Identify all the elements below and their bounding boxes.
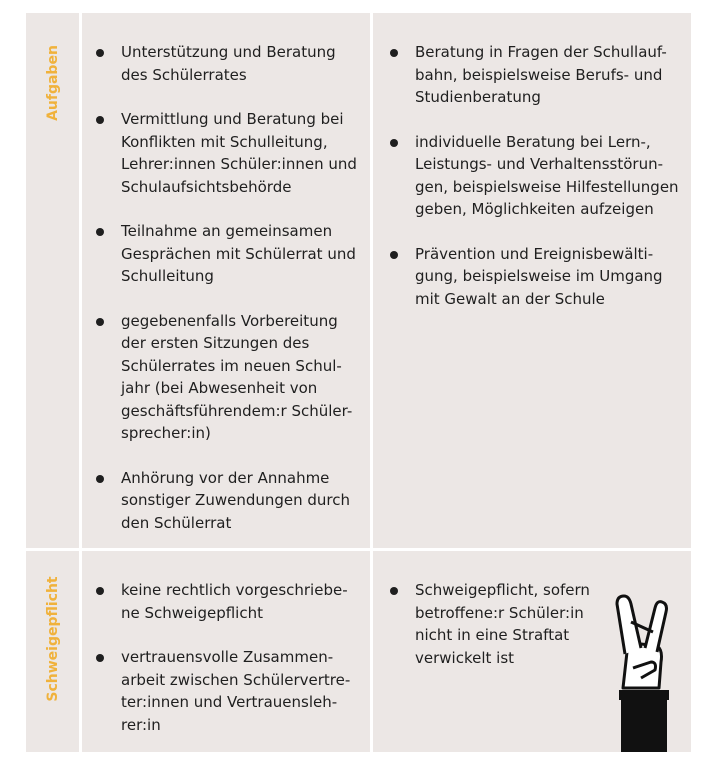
list-item-line: Leistungs- und Verhaltensstörun- — [415, 155, 664, 173]
list-item-line: vertrauensvolle Zusammen- — [121, 648, 334, 666]
list-item — [390, 41, 685, 109]
list-item — [390, 131, 685, 221]
aufgaben-left-list — [96, 41, 364, 556]
list-item-line: Teilnahme an gemeinsamen — [121, 222, 333, 240]
bullet-icon — [390, 251, 398, 259]
list-item-line: Beratung in Fragen der Schullauf- — [415, 43, 667, 61]
aufgaben-right-list — [390, 41, 685, 332]
bullet-icon — [96, 228, 104, 236]
list-item-line: Schweigepflicht, sofern — [415, 581, 590, 599]
list-item-line: individuelle Beratung bei Lern-, — [415, 132, 651, 151]
bullet-icon — [96, 587, 104, 595]
list-item-line: Vermittlung und Beratung bei — [121, 110, 344, 128]
schweigepflicht-left-list — [96, 579, 364, 758]
list-item-line: Anhörung vor der Annahme — [121, 468, 330, 487]
list-item-line: mit Gewalt an der Schule — [415, 289, 605, 308]
bullet-icon — [96, 318, 104, 326]
aufgaben-left-cell — [82, 13, 370, 548]
list-item-line: betroffene:r Schüler:in — [415, 603, 584, 622]
list-item — [96, 41, 364, 86]
list-item — [96, 220, 364, 288]
list-item-line: rer:in — [121, 715, 161, 734]
list-item-line: arbeit zwischen Schülervertre- — [121, 670, 351, 689]
list-item-line: den Schülerrat — [121, 513, 232, 532]
row-label-aufgaben: Aufgaben — [44, 45, 61, 121]
bullet-icon — [390, 139, 398, 147]
list-item — [96, 646, 364, 736]
crossed-fingers-icon — [611, 592, 673, 752]
bullet-icon — [96, 654, 104, 662]
aufgaben-right-cell — [373, 13, 691, 548]
list-item-line: der ersten Sitzungen des — [121, 334, 310, 352]
list-item-line: geben, Möglichkeiten aufzeigen — [415, 200, 654, 218]
bullet-icon — [96, 475, 104, 483]
list-item-line: Schulaufsichtsbehörde — [121, 177, 292, 196]
list-item-line: des Schülerrates — [121, 65, 247, 84]
list-item-line: Studienberatung — [415, 88, 541, 106]
list-item-line: Lehrer:innen Schüler:innen und — [121, 155, 357, 173]
list-item-line: geschäftsführendem:r Schüler- — [121, 401, 353, 420]
list-item-line: Gesprächen mit Schülerrat und — [121, 244, 356, 263]
info-table — [26, 13, 692, 752]
list-item-line: ne Schweigepflicht — [121, 603, 263, 622]
list-item — [96, 310, 364, 445]
list-item — [390, 243, 685, 311]
list-item-line: jahr (bei Abwesenheit von — [121, 379, 318, 397]
list-item-line: bahn, beispielsweise Berufs- und — [415, 65, 663, 84]
bullet-icon — [96, 116, 104, 124]
list-item-line: Prävention und Ereignisbewälti- — [415, 244, 654, 263]
list-item-line: gegebenenfalls Vorbereitung — [121, 311, 338, 330]
list-item-line: verwickelt ist — [415, 648, 515, 667]
bullet-icon — [390, 587, 398, 595]
schweigepflicht-right-cell — [373, 551, 691, 752]
list-item — [96, 467, 364, 535]
list-item-line: nicht in eine Straftat — [415, 626, 570, 644]
bullet-icon — [96, 49, 104, 57]
bullet-icon — [390, 49, 398, 57]
row-label-schweigepflicht-cell — [26, 551, 79, 752]
list-item-line: keine rechtlich vorgeschriebe- — [121, 581, 348, 599]
list-item-line: gung, beispielsweise im Umgang — [415, 267, 663, 285]
list-item-line: sprecher:in) — [121, 424, 211, 442]
list-item-line: Schülerrates im neuen Schul- — [121, 356, 342, 375]
list-item-line: ter:innen und Vertrauensleh- — [121, 693, 338, 711]
row-label-aufgaben-cell — [26, 13, 79, 548]
list-item — [96, 579, 364, 624]
row-label-schweigepflicht: Schweigepflicht — [44, 576, 61, 702]
list-item-line: gen, beispielsweise Hilfestellungen — [415, 177, 679, 196]
list-item-line: Unterstützung und Beratung — [121, 43, 336, 61]
list-item-line: Schulleitung — [121, 267, 214, 285]
list-item-line: sonstiger Zuwendungen durch — [121, 491, 351, 509]
list-item-line: Konflikten mit Schulleitung, — [121, 132, 328, 151]
schweigepflicht-left-cell — [82, 551, 370, 752]
list-item — [96, 108, 364, 198]
